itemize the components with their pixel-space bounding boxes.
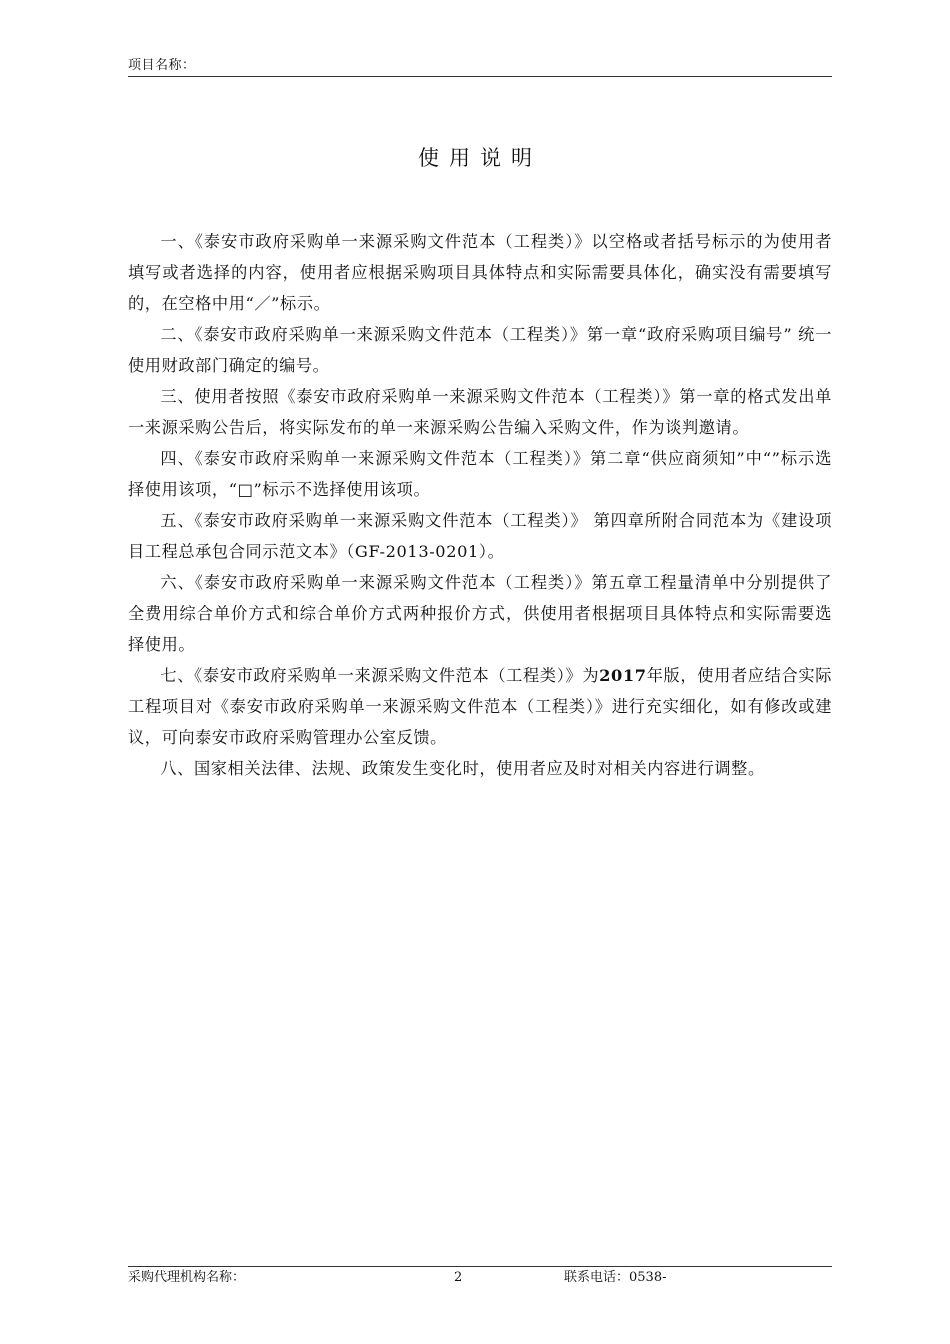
instruction-paragraph-8: 八、国家相关法律、法规、政策发生变化时，使用者应及时对相关内容进行调整。 [160, 759, 765, 778]
page-footer [128, 1266, 832, 1285]
contact-phone-label: 联系电话：0538- [564, 1270, 667, 1285]
instruction-paragraph-1: 一、《泰安市政府采购单一来源采购文件范本（工程类）》以空格或者括号标示的为使用者填写或者选择的内容，使用者应根据采购项目具体特点和实际需要具体化，确实没有需要填写的，在空格中用“／”标示。 [128, 232, 832, 313]
instruction-paragraph-4: 四、《泰安市政府采购单一来源采购文件范本（工程类）》第二章“供应商须知”中“”标示选择使用该项，“□”标示不选择使用该项。 [128, 449, 832, 499]
project-name-label: 项目名称： [128, 58, 196, 73]
instruction-paragraph-7: 七、《泰安市政府采购单一来源采购文件范本（工程类）》为2017年版，使用者应结合实际工程项目对《泰安市政府采购单一来源采购文件范本（工程类）》进行充实细化，如有修改或建议，可向泰安市政府采购管理办公室反馈。 [128, 666, 832, 747]
page-title: 使用说明 [418, 146, 542, 170]
agency-name-label: 采购代理机构名称： [128, 1270, 246, 1285]
page-number: 2 [454, 1270, 463, 1285]
instruction-paragraph-6: 六、《泰安市政府采购单一来源采购文件范本（工程类）》第五章工程量清单中分别提供了全费用综合单价方式和综合单价方式两种报价方式，供使用者根据项目具体特点和实际需要选择使用。 [128, 573, 832, 654]
instruction-paragraph-5: 五、《泰安市政府采购单一来源采购文件范本（工程类）》 第四章所附合同范本为《建设项目工程总承包合同示范文本》（GF-2013-0201）。 [128, 511, 832, 561]
edition-year: 2017 [599, 666, 647, 685]
instruction-paragraph-2: 二、《泰安市政府采购单一来源采购文件范本（工程类）》第一章“政府采购项目编号” 统一使用财政部门确定的编号。 [128, 325, 832, 375]
page-header [128, 58, 832, 77]
instructions-body [128, 226, 832, 784]
instruction-paragraph-3: 三、使用者按照《泰安市政府采购单一来源采购文件范本（工程类）》第一章的格式发出单一来源采购公告后，将实际发布的单一来源采购公告编入采购文件，作为谈判邀请。 [128, 387, 832, 437]
